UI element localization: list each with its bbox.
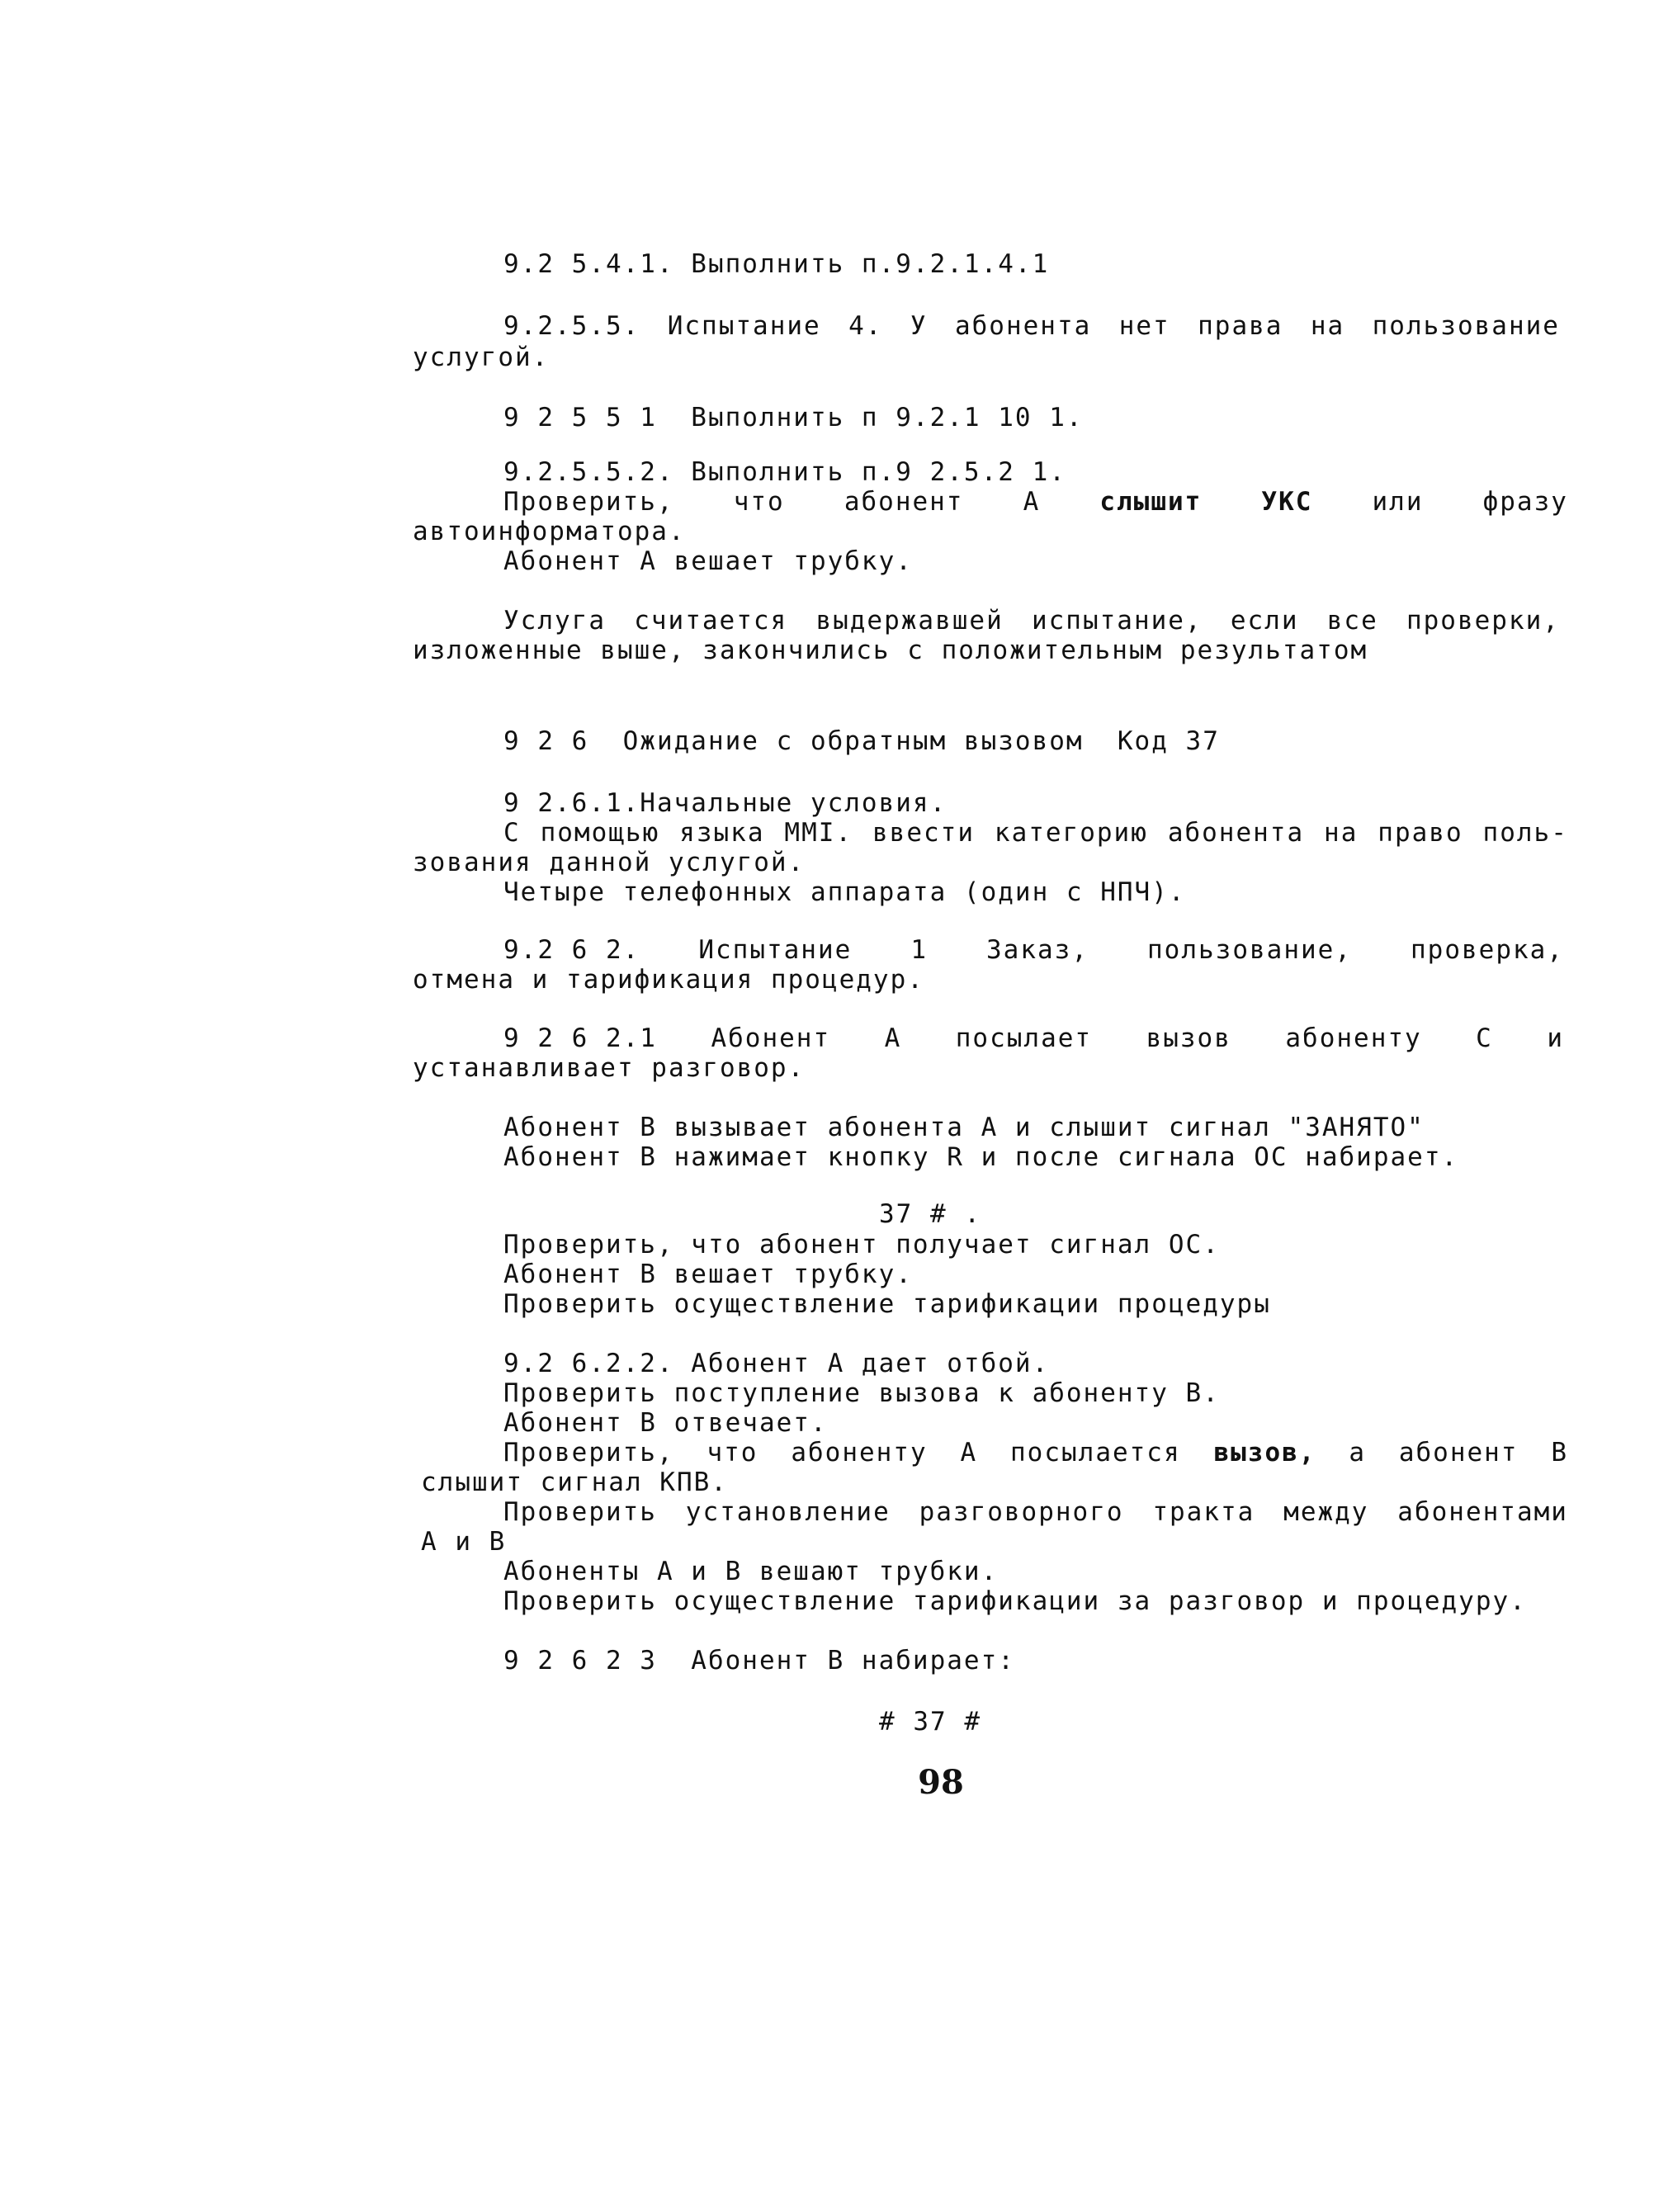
para-9-2-6-2-2-line9: Проверить осуществление тарификации за разговор и процедуру.	[503, 1586, 1527, 1616]
para-9-2-6-1-line1: 9 2.6.1.Начальные условия.	[503, 788, 948, 818]
para-9-2-6-2-line1: 9.2 6 2. Испытание 1 Заказ, пользование, проверка,	[503, 935, 1564, 965]
para-busy-line2: Абонент В нажимает кнопку R и после сигнала ОС набирает.	[503, 1142, 1459, 1172]
para-9-2-6-2-2-line3: Абонент В отвечает.	[503, 1408, 828, 1438]
para-busy-line4: Абонент В вешает трубку.	[503, 1260, 913, 1289]
para-9-2-6-2-line2: отмена и тарификация процедур.	[413, 965, 924, 995]
para-9-2-5-5-1: 9 2 5 5 1 Выполнить п 9.2.1 10 1.	[503, 403, 1084, 432]
para-busy-line1: Абонент В вызывает абонента А и слышит сигнал "ЗАНЯТО"	[503, 1113, 1425, 1142]
para-9-2-5-5-2-line2: Проверить, что абонент А слышит УКС или фразу	[503, 487, 1568, 517]
para-9-2-6-2-2-line4: Проверить, что абоненту А посылается вызов, а абонент В	[503, 1438, 1568, 1468]
para-9-2-5-4-1: 9.2 5.4.1. Выполнить п.9.2.1.4.1	[503, 249, 1050, 279]
para-9-2-5-5-2-line3: автоинформатора.	[413, 517, 686, 546]
para-busy-line5: Проверить осуществление тарификации процедуры	[503, 1289, 1271, 1319]
dial-code-hash-37-hash: # 37 #	[879, 1707, 981, 1737]
para-busy-line3: Проверить, что абонент получает сигнал ОС.	[503, 1230, 1220, 1260]
para-9-2-6-2-2-line1: 9.2 6.2.2. Абонент А дает отбой.	[503, 1349, 1050, 1378]
para-conclusion-line1: Услуга считается выдержавшей испытание, если все проверки,	[503, 606, 1560, 636]
para-9-2-6-2-1-line2: устанавливает разговор.	[413, 1053, 806, 1083]
para-9-2-6-2-3-line1: 9 2 6 2 3 Абонент В набирает:	[503, 1646, 1015, 1676]
para-conclusion-line2: изложенные выше, закончились с положительным результатом	[413, 636, 1368, 665]
para-9-2-5-5-line1: 9.2.5.5. Испытание 4. У абонента нет права на пользование	[503, 311, 1560, 341]
para-9-2-5-5-2-line4: Абонент А вешает трубку.	[503, 546, 913, 576]
page-number: 98	[918, 1763, 964, 1802]
section-9-2-6-heading: 9 2 6 Ожидание с обратным вызовом Код 37	[503, 726, 1220, 756]
para-9-2-6-1-line4: Четыре телефонных аппарата (один с НПЧ).	[503, 877, 1186, 907]
para-9-2-6-2-2-line7: А и В	[421, 1527, 507, 1557]
para-9-2-6-2-2-line2: Проверить поступление вызова к абоненту В.	[503, 1378, 1220, 1408]
para-9-2-6-2-2-line5: слышит сигнал КПВ.	[421, 1468, 728, 1497]
para-9-2-6-2-2-line8: Абоненты А и В вешают трубки.	[503, 1557, 999, 1586]
para-9-2-6-1-line3: зования данной услугой.	[413, 848, 806, 877]
para-9-2-6-2-1-line1: 9 2 6 2.1 Абонент А посылает вызов абоненту С и	[503, 1023, 1564, 1053]
para-9-2-5-5-2-line1: 9.2.5.5.2. Выполнить п.9 2.5.2 1.	[503, 457, 1066, 487]
para-9-2-6-2-2-line6: Проверить установление разговорного тракта между абонентами	[503, 1497, 1568, 1527]
para-9-2-5-5-line2: услугой.	[413, 343, 550, 372]
dial-code-37: 37 # .	[879, 1199, 981, 1229]
para-9-2-6-1-line2: С помощью языка ММI. ввести категорию абонента на право поль-	[503, 818, 1568, 848]
